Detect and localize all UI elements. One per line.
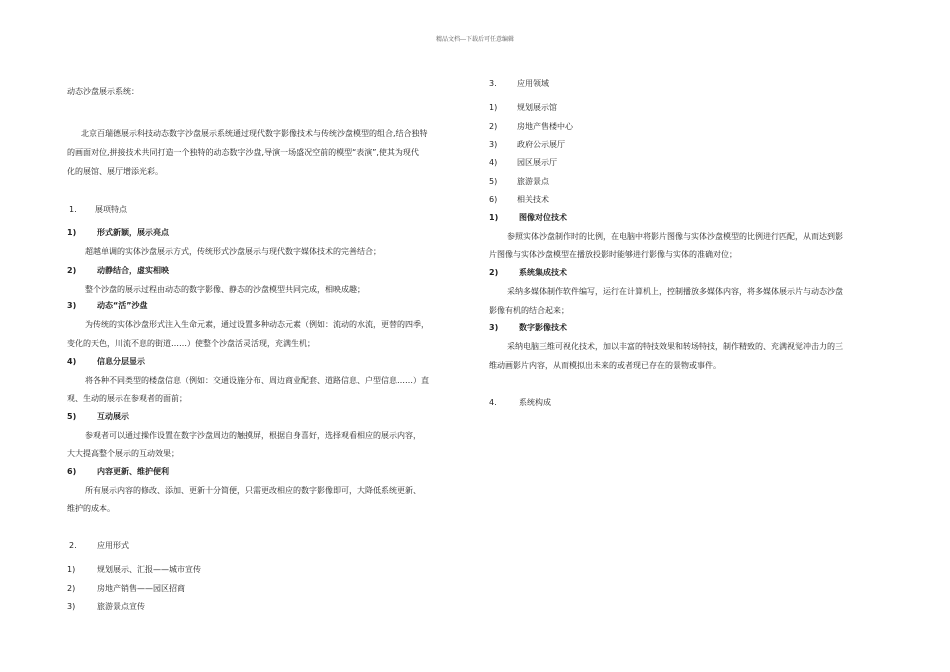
list-number: 4) [489,158,498,167]
list-number: 1) [67,565,76,574]
section-number: 4. [489,398,497,407]
feature-heading: 信息分层显示 [97,357,145,366]
feature-desc: 为传统的实体沙盘形式注入生命元素，通过设置多种动态元素（例如：流动的水流，更替的四季， [85,320,429,329]
list-number: 6) [489,195,498,204]
feature-heading: 动静结合，虚实相映 [97,266,169,275]
tech-desc: 维动画影片内容，从而模拟出未来的或者现已存在的景物或事件。 [489,361,721,370]
section-heading: 应用领域 [517,79,549,88]
feature-desc: 超越单调的实体沙盘展示方式，传统形式沙盘展示与现代数字媒体技术的完善结合； [85,247,381,256]
intro-line: 的画面对位,拼接技术共同打造一个独特的动态数字沙盘,导演一场盛况空前的模型“表演”,使其为现代 [67,148,419,157]
list-number: 5) [489,177,498,186]
list-item: 旅游景点 [517,177,549,186]
list-number: 3) [67,602,76,611]
feature-heading: 动态“活”沙盘 [97,301,148,310]
feature-number: 1) [67,228,77,237]
feature-desc: 整个沙盘的展示过程由动态的数字影像、静态的沙盘模型共同完成，相映成趣； [85,285,365,294]
list-item: 政府公示展厅 [517,140,565,149]
tech-desc: 参照实体沙盘制作时的比例，在电脑中将影片图像与实体沙盘模型的比例进行匹配，从而达到影 [507,232,843,241]
feature-heading: 互动展示 [97,412,129,421]
tech-desc: 采纳多媒体制作软件编写，运行在计算机上，控制播放多媒体内容，将多媒体展示片与动态沙盘 [507,287,843,296]
tech-number: 3) [489,323,499,332]
feature-number: 6) [67,467,77,476]
feature-desc: 变化的天色，川流不息的街道……）使整个沙盘活灵活现，充满生机； [67,339,315,348]
list-item: 房地产售楼中心 [517,122,573,131]
feature-desc: 大大提高整个展示的互动效果； [67,449,179,458]
feature-desc: 参观者可以通过操作设置在数字沙盘周边的触摸屏，根据自身喜好，选择观看相应的展示内容， [85,431,421,440]
feature-desc: 所有展示内容的修改、添加、更新十分简便，只需更改相应的数字影像即可，大降低系统更新、 [85,486,421,495]
tech-desc: 影像有机的结合起来； [489,306,569,315]
feature-heading: 内容更新、维护便利 [97,467,169,476]
tech-number: 2) [489,268,499,277]
list-item: 园区展示厅 [517,158,557,167]
feature-number: 3) [67,301,77,310]
section-number: 2. [69,541,77,550]
section-heading: 应用形式 [97,541,129,550]
intro-line: 北京百瑞德展示科技动态数字沙盘展示系统通过现代数字影像技术与传统沙盘模型的组合,结合独特 [81,129,428,138]
list-number: 2) [489,122,498,131]
tech-heading: 数字影像技术 [519,323,567,332]
tech-heading: 系统集成技术 [519,268,567,277]
section-number: 1. [69,205,77,214]
doc-title: 动态沙盘展示系统： [67,87,139,96]
list-item: 规划展示馆 [517,103,557,112]
feature-heading: 形式新颖，展示亮点 [97,228,169,237]
list-number: 2) [67,584,76,593]
section-heading: 系统构成 [519,398,551,407]
tech-heading: 图像对位技术 [519,213,567,222]
list-item: 旅游景点宣传 [97,602,145,611]
list-item: 规划展示、汇报——城市宣传 [97,565,201,574]
tech-desc: 片图像与实体沙盘模型在播放投影时能够进行影像与实体的准确对位； [489,250,737,259]
tech-number: 1) [489,213,499,222]
feature-number: 5) [67,412,77,421]
intro-line: 化的展馆、展厅增添光彩。 [67,167,163,176]
list-number: 3) [489,140,498,149]
feature-desc: 观、生动的展示在参观者的面前； [67,394,187,403]
feature-number: 4) [67,357,77,366]
page-header: 精品文档---下载后可任意编辑 [435,36,515,43]
list-item: 房地产销售——园区招商 [97,584,185,593]
section-number: 3. [489,79,497,88]
section-heading: 展项特点 [95,205,127,214]
feature-number: 2) [67,266,77,275]
feature-desc: 将各种不同类型的楼盘信息（例如：交通设施分布、周边商业配套、道路信息、户型信息……）直 [85,376,429,385]
list-number: 1) [489,103,498,112]
feature-desc: 维护的成本。 [67,504,115,513]
list-item: 相关技术 [517,195,549,204]
tech-desc: 采纳电脑三维可视化技术，加以丰富的特技效果和转场特技，制作精致的、充满视觉冲击力的三 [507,342,843,351]
